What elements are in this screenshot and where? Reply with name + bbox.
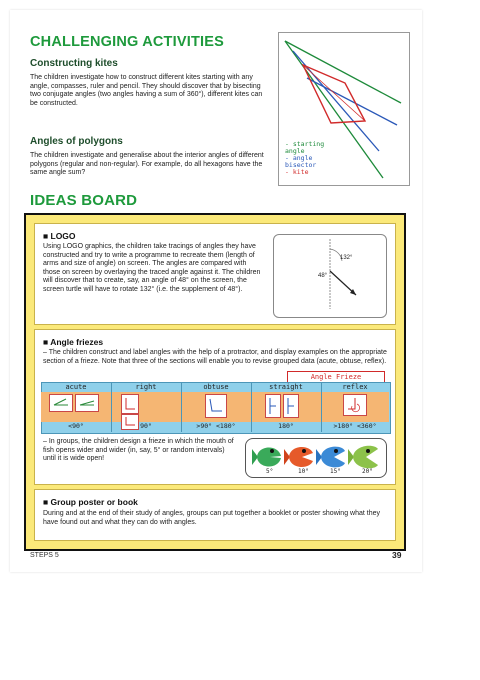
logo-title: LOGO [50,231,76,241]
logo-paragraph: Using LOGO graphics, the children take tracings of angles they have constructed and try to write a programme to recreate them (length of arms and size of angle) on screen. The angles are compared with those on screen by overlaying the traced angle against it. The children will discover that to create, say, an angle of 48° on the screen, the screen turtle will have to rotate 132° (i.e. the supplement of 48°). [43,243,261,293]
frieze-foot-right: 90° [140,422,152,430]
logo-panel [34,223,396,325]
straight-angle-icon [266,395,280,417]
diagram-legend [285,141,324,176]
acute-angle-icon [50,395,72,411]
logo-heading: ■ LOGO [43,231,76,241]
angle-48-label: 48° [318,273,328,279]
footer-series: STEPS 5 [30,552,59,559]
angle-frieze-label: Angle Frieze [287,371,385,383]
frieze-foot-straight: 180° [278,422,294,430]
frieze-head-right: right [135,383,157,391]
friezes-heading: ■ Angle friezes [43,337,104,347]
angle-friezes-panel [34,329,396,485]
kites-heading: Constructing kites [30,58,118,69]
legend-starting-angle: - starting [285,140,325,148]
poster-title: Group poster or book [50,497,138,507]
poster-heading: ■ Group poster or book [43,497,138,507]
frieze-foot-obtuse: >90° <180° [196,422,236,430]
fish-label-10: 10° [298,468,309,475]
polygons-heading: Angles of polygons [30,136,123,147]
straight-angle-card [265,394,281,418]
page-number: 39 [392,550,402,560]
friezes-paragraph: – The children construct and label angles with the help of a protractor, and display examples on the appropriate section of a frieze. Note that three of the sections will enable you to revise grouped data (acute, obtuse, reflex). [43,349,387,365]
legend-angle-bisector: - angle [285,154,313,162]
reflex-angle-icon [344,395,366,415]
obtuse-angle-icon [206,395,226,417]
fish-10 [284,447,313,467]
reflex-angle-card [343,394,367,416]
legend-starting-angle-2: angle [285,147,305,155]
straight-angle-icon [284,395,298,417]
fish-label-5: 5° [266,468,274,475]
angle-132-label: 132° [340,255,353,261]
kite-diagram [278,32,410,186]
straight-angle-card [283,394,299,418]
frieze-head-reflex: reflex [342,383,368,391]
fish-label-15: 15° [330,468,341,475]
fish-paragraph: – In groups, the children design a frieze in which the mouth of fish opens wider and wider (in, say, 5° or random intervals) until it is wide open! [43,438,234,462]
fish-frieze [245,438,387,478]
fish-15 [316,447,345,468]
obtuse-angle-card [205,394,227,418]
frieze-head-acute: acute [65,383,87,391]
group-poster-panel [34,489,396,541]
polygons-paragraph: The children investigate and generalise about the interior angles of different polygons (regular and non-regular). For example, do all hexagons have the same angle sum? [30,152,264,176]
ideas-board [24,213,406,551]
turtle-screen [273,234,387,318]
kites-paragraph: The children investigate how to construct different kites starting with any angle, compasses, ruler and pencil. They should discover that by bisecting two conjugate angles (two angles having a sum of 360°), different kites can be constructed. [30,74,263,107]
frieze-foot-acute: <90° [68,422,84,430]
legend-angle-bisector-2: bisector [285,161,317,169]
frieze-head-obtuse: obtuse [203,383,229,391]
fish-20 [348,446,378,469]
fish-label-20: 20° [362,468,373,475]
acute-angle-card [75,394,99,412]
turtle-angle-svg [274,235,386,317]
ideas-board-heading: IDEAS BOARD [30,192,138,209]
fish-5 [252,447,281,466]
frieze-foot-reflex: >180° <360° [333,422,377,430]
poster-paragraph: During and at the end of their study of angles, groups can put together a booklet or poster showing what they have found out and what they can do with angles. [43,510,380,526]
acute-angle-icon [76,395,98,411]
legend-kite: - kite [285,168,309,176]
challenging-activities-heading: CHALLENGING ACTIVITIES [30,34,224,50]
frieze-head-straight: straight [269,383,303,391]
right-angle-card [121,394,139,414]
friezes-title: Angle friezes [50,337,104,347]
right-angle-icon [122,395,138,413]
acute-angle-card [49,394,73,412]
